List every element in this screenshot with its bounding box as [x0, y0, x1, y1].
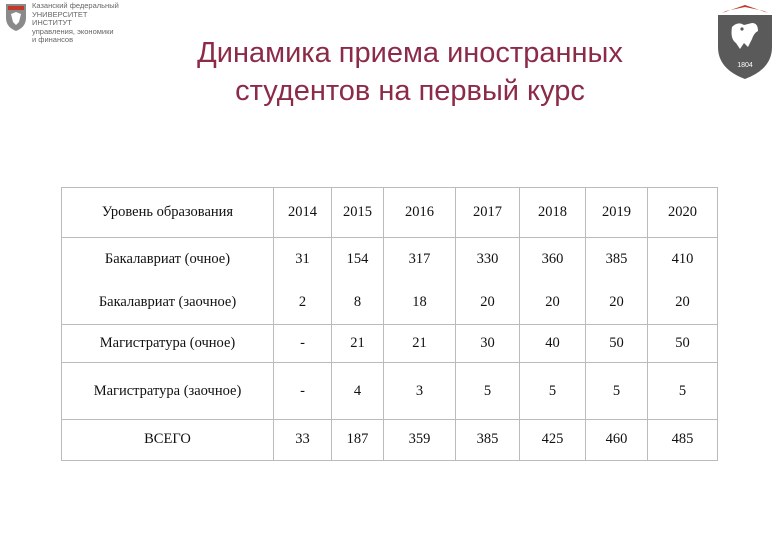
table-cell: -	[274, 324, 332, 362]
logo-line: ИНСТИТУТ	[32, 18, 72, 28]
table-header-row	[62, 188, 718, 238]
table-cell: 21	[384, 324, 456, 362]
emblem-year: 1804	[737, 62, 753, 69]
table-cell: 30	[456, 324, 520, 362]
table-cell: 18	[384, 281, 456, 325]
table-cell: 385	[456, 419, 520, 460]
table-cell: 20	[586, 281, 648, 325]
table-row	[62, 281, 718, 325]
university-logo	[4, 2, 124, 48]
table-cell: 8	[332, 281, 384, 325]
table-cell: 20	[520, 281, 586, 325]
table-row	[62, 363, 718, 419]
table-cell: 31	[274, 238, 332, 281]
header-cell-year: 2017	[456, 188, 520, 238]
university-crest-icon	[4, 2, 28, 32]
table-total-row	[62, 419, 718, 460]
table-cell: 20	[648, 281, 718, 325]
table-cell: 5	[520, 363, 586, 419]
header-cell-year: 2015	[332, 188, 384, 238]
header-cell-year: 2018	[520, 188, 586, 238]
row-label: Бакалавриат (заочное)	[62, 281, 274, 325]
table-cell: 3	[384, 363, 456, 419]
table-cell: 50	[586, 324, 648, 362]
table-cell: 360	[520, 238, 586, 281]
row-label: Магистратура (заочное)	[62, 363, 274, 419]
page-title	[150, 34, 670, 110]
table-cell: 317	[384, 238, 456, 281]
table-row	[62, 238, 718, 281]
page-title-line-2: студентов на первый курс	[235, 75, 585, 107]
table-cell: 410	[648, 238, 718, 281]
header-cell-year: 2020	[648, 188, 718, 238]
table-cell: 5	[586, 363, 648, 419]
logo-line: и финансов	[32, 35, 74, 45]
table-cell: 40	[520, 324, 586, 362]
page-title-line-1: Динамика приема иностранных	[197, 37, 623, 69]
table-cell: 4	[332, 363, 384, 419]
table-cell: 2	[274, 281, 332, 325]
header-cell-year: 2019	[586, 188, 648, 238]
row-label: Бакалавриат (очное)	[62, 238, 274, 281]
table-cell: 154	[332, 238, 384, 281]
table-cell: 385	[586, 238, 648, 281]
logo-line: Казанский федеральный	[32, 1, 119, 10]
table-cell: 5	[648, 363, 718, 419]
table-cell: 50	[648, 324, 718, 362]
table-cell: 460	[586, 419, 648, 460]
table-row	[62, 324, 718, 362]
emblem-shield-icon	[714, 3, 776, 81]
row-label: Магистратура (очное)	[62, 324, 274, 362]
institute-emblem	[714, 3, 776, 81]
table-cell: 20	[456, 281, 520, 325]
header-cell-year: 2014	[274, 188, 332, 238]
row-label: ВСЕГО	[62, 419, 274, 460]
table-cell: 359	[384, 419, 456, 460]
table-cell: 21	[332, 324, 384, 362]
header-cell-level: Уровень образования	[62, 188, 274, 238]
table-cell: 425	[520, 419, 586, 460]
table-cell: 33	[274, 419, 332, 460]
admission-table	[61, 187, 718, 461]
table-cell: 485	[648, 419, 718, 460]
logo-line: УНИВЕРСИТЕТ	[32, 9, 88, 19]
table-cell: 187	[332, 419, 384, 460]
logo-line: управления, экономики	[32, 26, 114, 36]
university-logo-text	[32, 2, 119, 48]
header-cell-year: 2016	[384, 188, 456, 238]
table-cell: 5	[456, 363, 520, 419]
table-cell: 330	[456, 238, 520, 281]
table-cell: -	[274, 363, 332, 419]
